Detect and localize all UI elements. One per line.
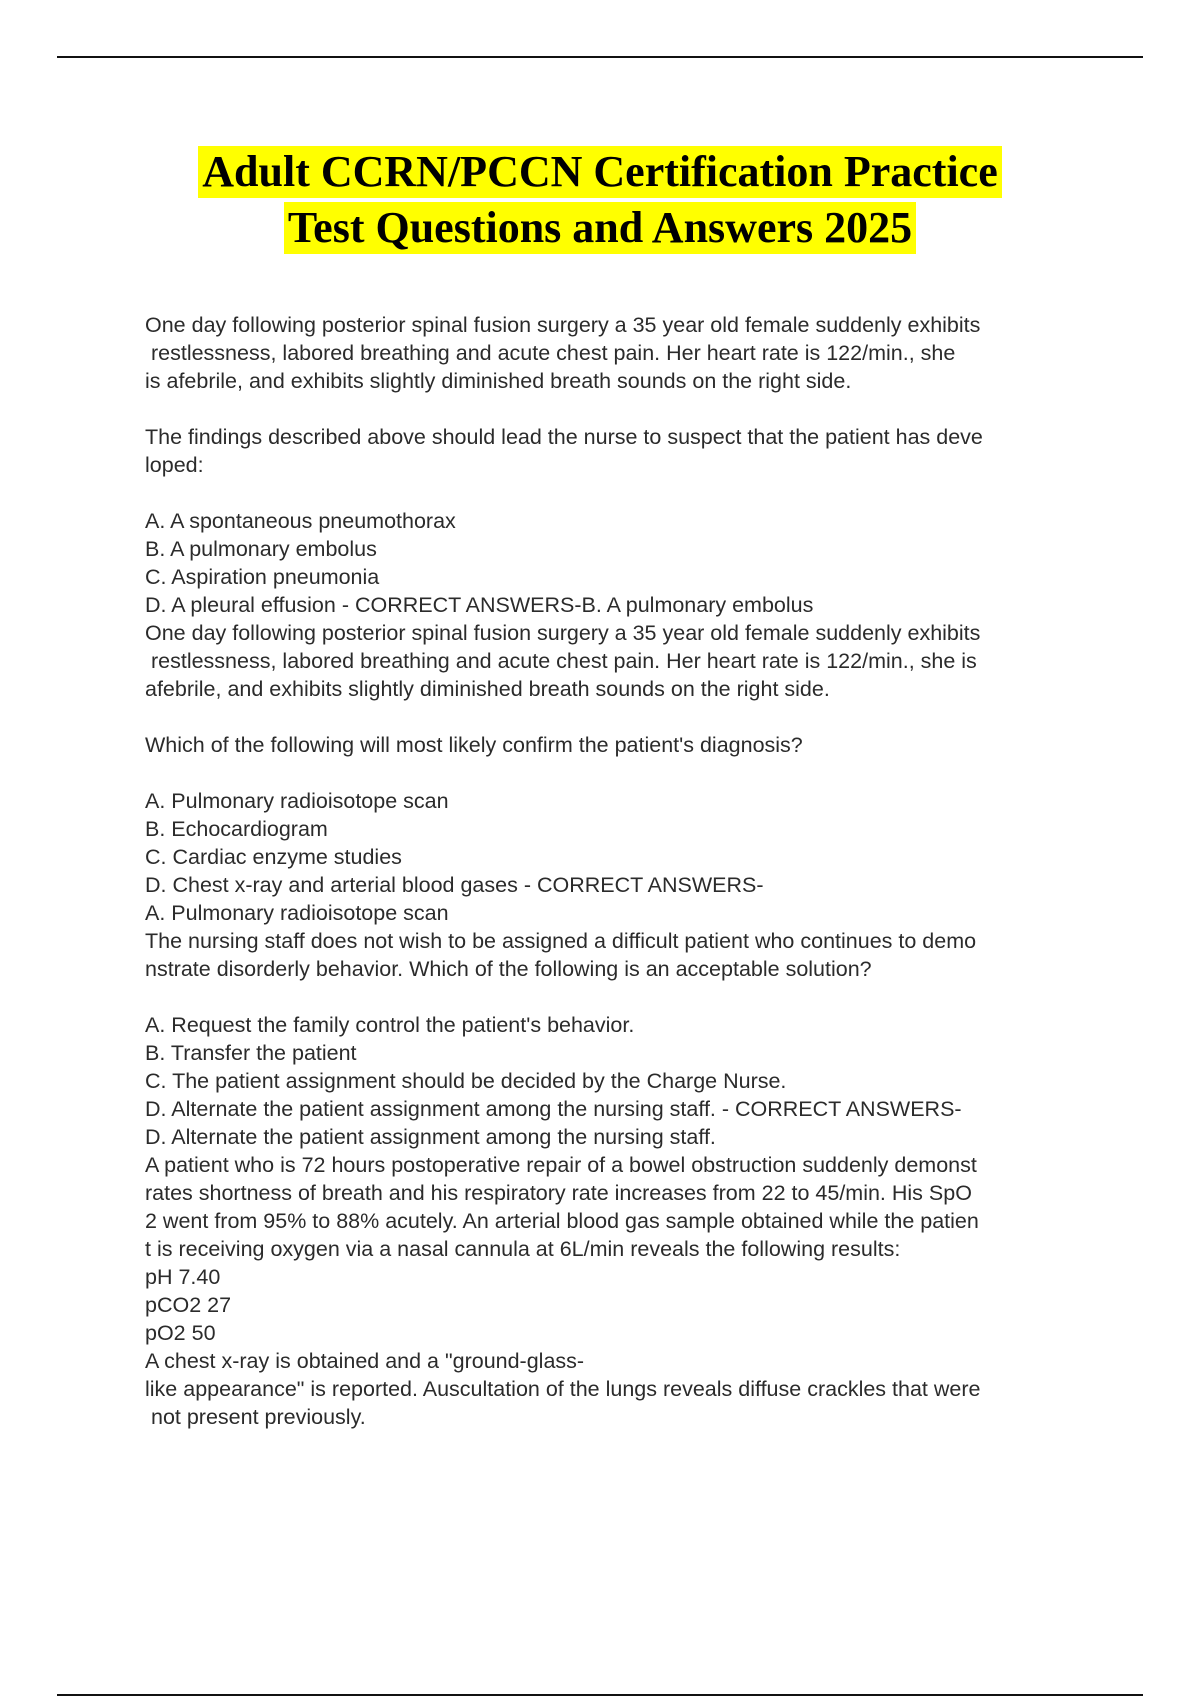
answer-option: C. Aspiration pneumonia — [145, 565, 380, 589]
paragraph-gap — [145, 759, 1095, 787]
body-line: One day following posterior spinal fusion surgery a 35 year old female suddenly exhibits — [145, 313, 981, 337]
answer-option: A. Pulmonary radioisotope scan — [145, 901, 449, 925]
body-line: not present previously. — [145, 1405, 366, 1429]
body-line: The nursing staff does not wish to be assigned a difficult patient who continues to demo — [145, 929, 977, 953]
body-line: restlessness, labored breathing and acute chest pain. Her heart rate is 122/min., she — [145, 341, 956, 365]
answer-option: A. Request the family control the patient's behavior. — [145, 1013, 635, 1037]
body-line: is afebrile, and exhibits slightly diminished breath sounds on the right side. — [145, 369, 852, 393]
paragraph-gap — [145, 703, 1095, 731]
answer-option: B. Echocardiogram — [145, 817, 328, 841]
lab-value: pCO2 27 — [145, 1293, 232, 1317]
document-title — [0, 146, 1200, 254]
body-line: The findings described above should lead the nurse to suspect that the patient has deve — [145, 425, 983, 449]
body-line: nstrate disorderly behavior. Which of the following is an acceptable solution? — [145, 957, 872, 981]
body-line: A patient who is 72 hours postoperative repair of a bowel obstruction suddenly demonst — [145, 1153, 977, 1177]
answer-option: D. Alternate the patient assignment among the nursing staff. - CORRECT ANSWERS- — [145, 1097, 962, 1121]
bottom-rule — [57, 1694, 1143, 1696]
title-line-2: Test Questions and Answers 2025 — [284, 202, 916, 254]
answer-option: A. Pulmonary radioisotope scan — [145, 789, 449, 813]
answer-option: B. Transfer the patient — [145, 1041, 357, 1065]
answer-option: D. Alternate the patient assignment among the nursing staff. — [145, 1125, 716, 1149]
document-body — [145, 311, 1095, 1431]
body-line: t is receiving oxygen via a nasal cannula at 6L/min reveals the following results: — [145, 1237, 901, 1261]
answer-option: C. The patient assignment should be decided by the Charge Nurse. — [145, 1069, 787, 1093]
body-line: rates shortness of breath and his respiratory rate increases from 22 to 45/min. His SpO — [145, 1181, 972, 1205]
answer-option: B. A pulmonary embolus — [145, 537, 377, 561]
lab-value: pO2 50 — [145, 1321, 216, 1345]
answer-option: A. A spontaneous pneumothorax — [145, 509, 456, 533]
answer-option: D. Chest x-ray and arterial blood gases - CORRECT ANSWERS- — [145, 873, 764, 897]
body-line: Which of the following will most likely confirm the patient's diagnosis? — [145, 733, 803, 757]
body-line: loped: — [145, 453, 204, 477]
body-line: like appearance" is reported. Auscultation of the lungs reveals diffuse crackles that were — [145, 1377, 981, 1401]
answer-option: C. Cardiac enzyme studies — [145, 845, 402, 869]
paragraph-gap — [145, 479, 1095, 507]
paragraph-gap — [145, 983, 1095, 1011]
body-line: 2 went from 95% to 88% acutely. An arterial blood gas sample obtained while the patien — [145, 1209, 979, 1233]
body-line: afebrile, and exhibits slightly diminished breath sounds on the right side. — [145, 677, 830, 701]
answer-option: D. A pleural effusion - CORRECT ANSWERS-B. A pulmonary embolus — [145, 593, 814, 617]
paragraph-gap — [145, 395, 1095, 423]
title-line-1: Adult CCRN/PCCN Certification Practice — [198, 146, 1001, 198]
lab-value: pH 7.40 — [145, 1265, 221, 1289]
body-line: A chest x-ray is obtained and a "ground-glass- — [145, 1349, 585, 1373]
body-line: restlessness, labored breathing and acute chest pain. Her heart rate is 122/min., she is — [145, 649, 977, 673]
top-rule — [57, 56, 1143, 58]
body-line: One day following posterior spinal fusion surgery a 35 year old female suddenly exhibits — [145, 621, 981, 645]
